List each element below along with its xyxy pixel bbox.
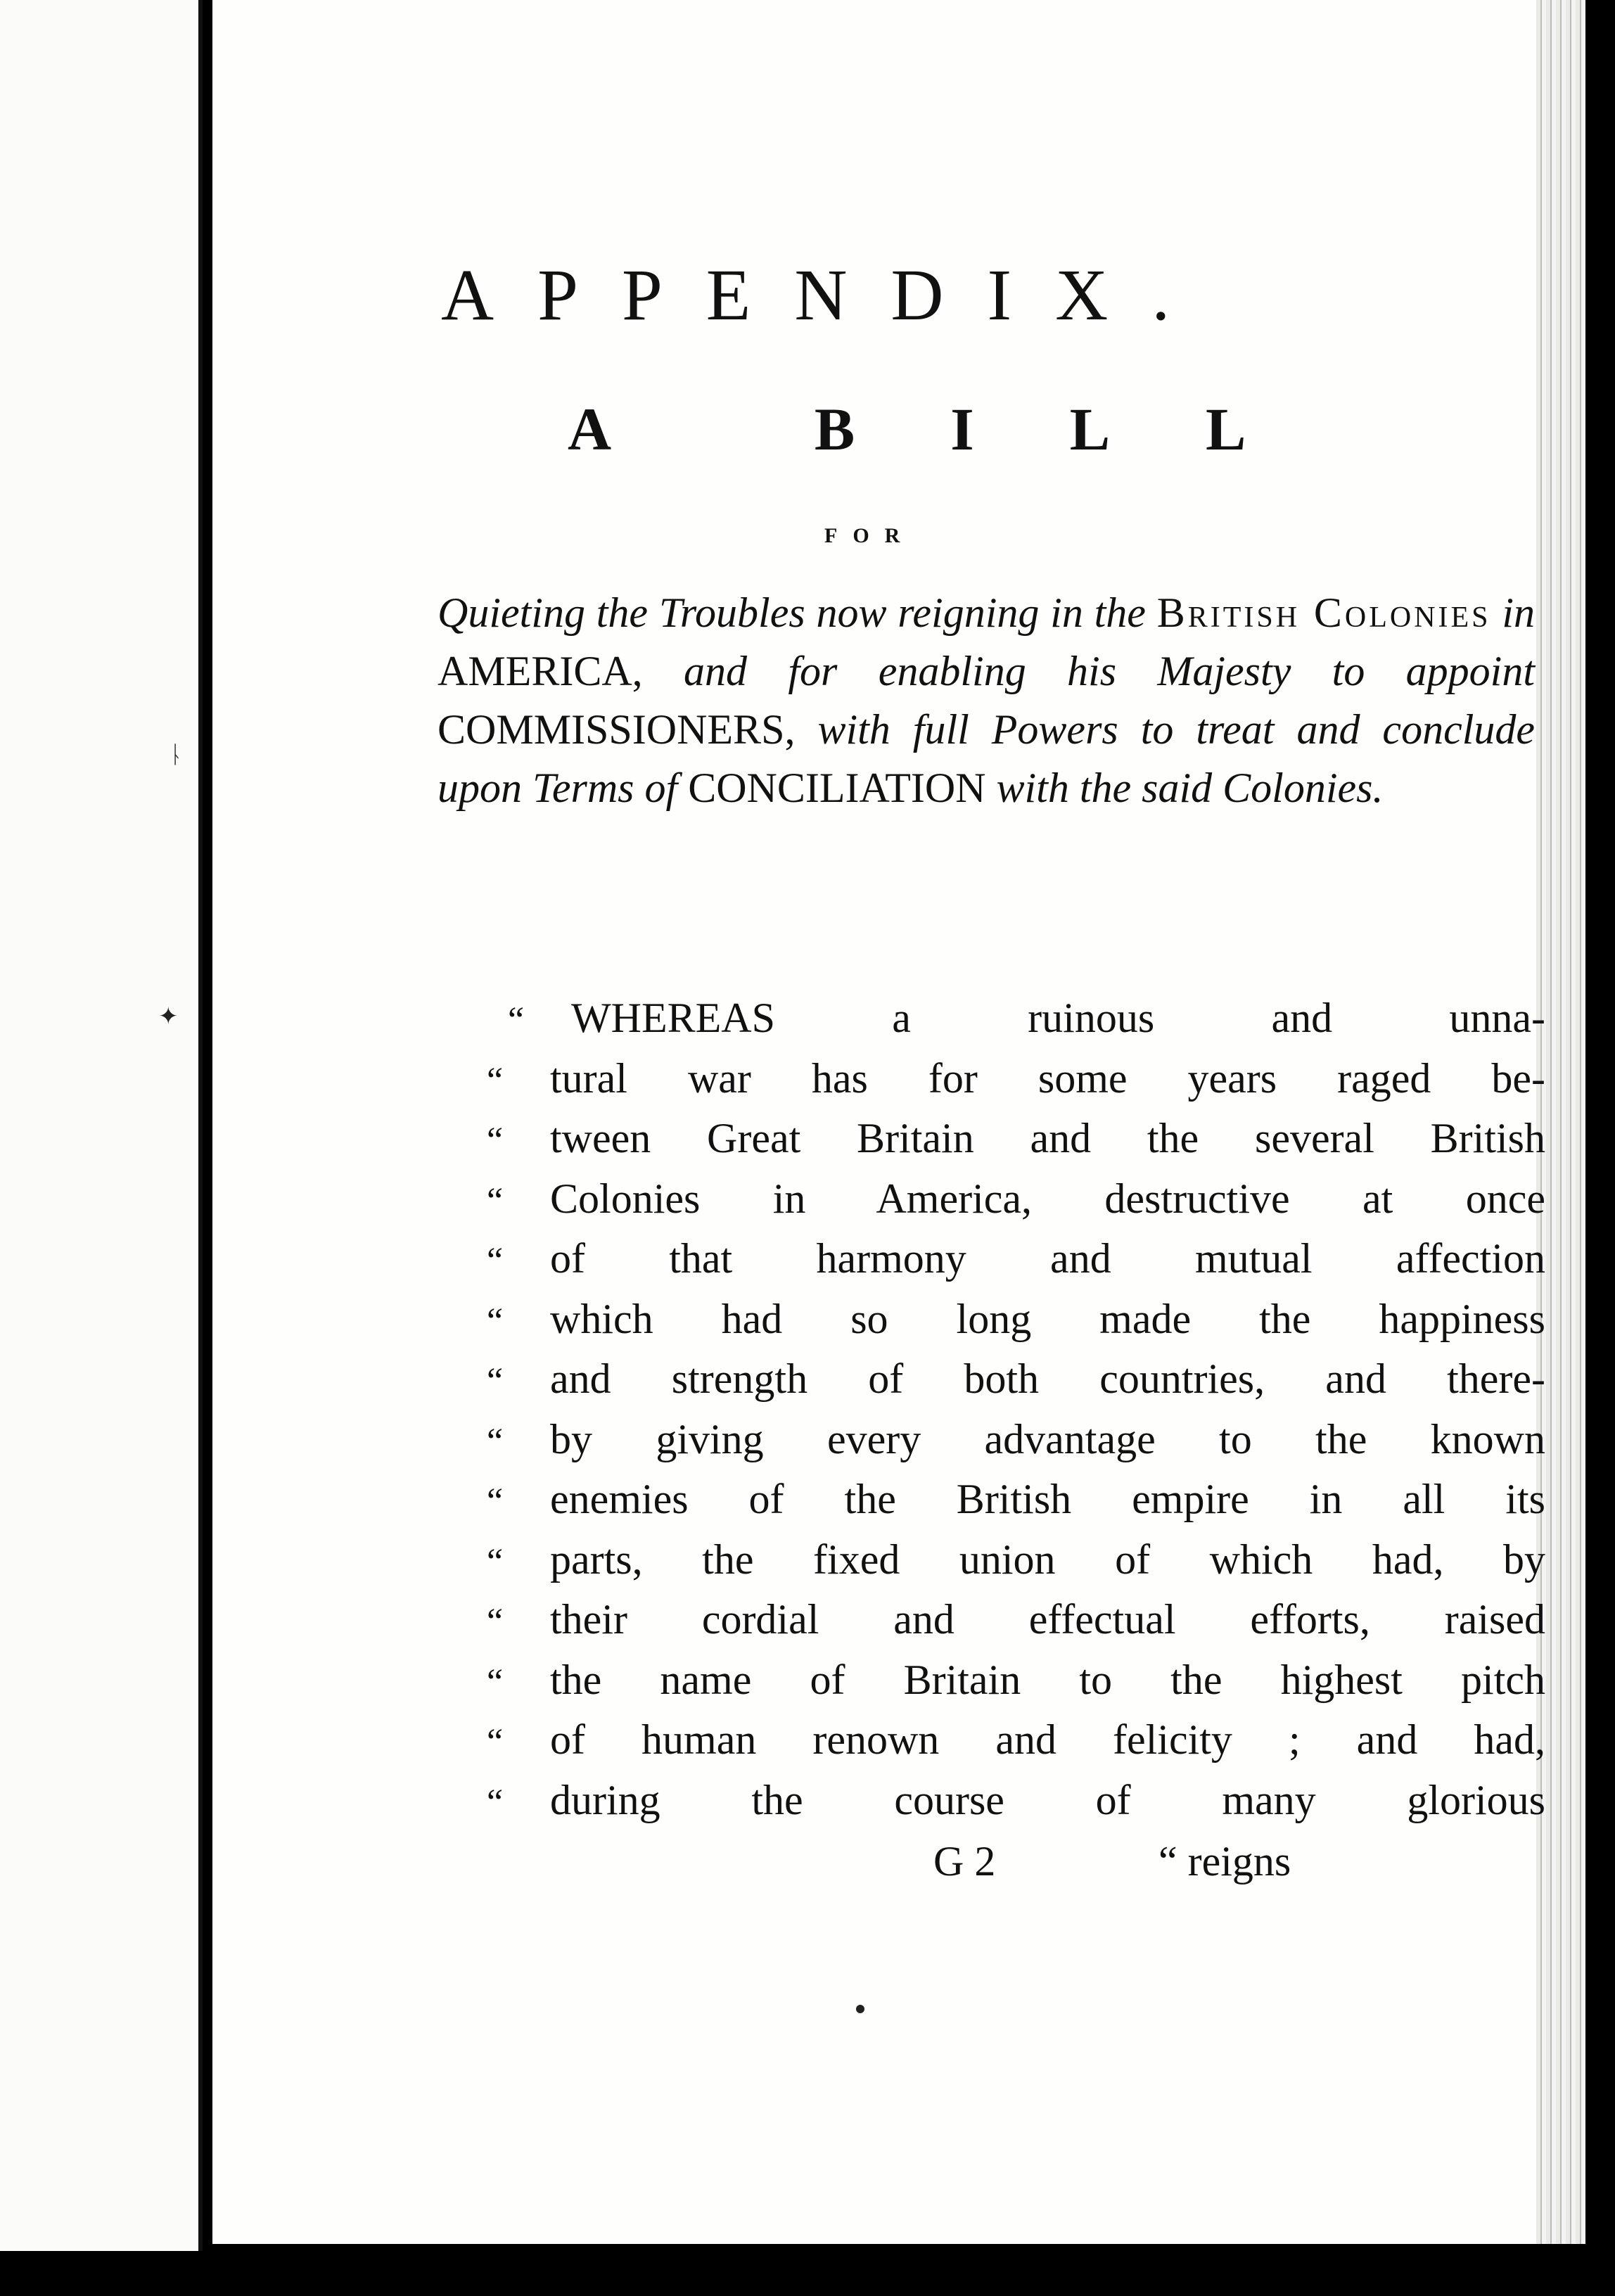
text-line [487,1169,1545,1230]
margin-mark: ᚿ [169,742,184,768]
ink-spot [856,2005,864,2013]
quote-mark: “ [508,1000,525,1040]
quote-mark: “ [487,1121,504,1161]
line-text: during the course of many glorious [550,1776,1545,1823]
body-text [487,988,1545,1830]
quote-mark: “ [487,1241,504,1281]
heading-text: British Colonies [1156,589,1491,636]
line-text: parts, the fixed union of which had, by [550,1536,1545,1583]
text-line [487,1289,1545,1350]
quote-mark: “ [487,1541,504,1582]
line-text: the name of Britain to the highest pitch [550,1656,1545,1703]
quote-mark: “ [487,1782,504,1823]
margin-mark: ✦ [158,1004,179,1030]
heading-text: CONCILIATION [688,765,986,811]
quote-mark: “ [487,1361,504,1401]
line-text: of human renown and felicity ; and had, [550,1716,1545,1763]
quote-mark: “ [487,1481,504,1522]
text-line [487,1530,1545,1590]
text-line [487,1771,1545,1831]
text-line [487,988,1545,1049]
quote-mark: “ [487,1602,504,1642]
text-line [487,1049,1545,1109]
for-word: FOR [824,524,916,547]
line-text: of that harmony and mutual affection [550,1235,1545,1282]
page-footer [212,1837,1585,1901]
line-text: tween Great Britain and the several British [550,1115,1545,1161]
heading-text: COMMISSIONERS, [438,706,796,753]
quote-mark: “ [487,1722,504,1762]
heading-text: Quieting the Troubles now reigning in the [438,589,1146,636]
heading-text: AMERICA, [438,648,643,694]
quote-mark: “ [487,1301,504,1341]
quote-mark: “ [487,1180,504,1221]
text-line [487,1469,1545,1530]
heading-text: with full Powers to treat and conclude upon Terms of [438,706,1535,811]
text-line [487,1349,1545,1410]
text-line [487,1229,1545,1289]
quote-mark: “ [487,1060,504,1101]
line-text: WHEREAS a ruinous and unna- [571,995,1545,1041]
text-line [487,1109,1545,1169]
line-text: and strength of both countries, and there- [550,1356,1545,1402]
text-line [487,1710,1545,1771]
text-line [487,1410,1545,1470]
quote-mark: “ [487,1421,504,1462]
heading-text: and for enabling his Majesty to appoint [684,648,1536,694]
page-subtitle: A BILL [568,395,1342,463]
previous-page-edge [0,0,203,2251]
line-text: their cordial and effectual efforts, raised [550,1596,1545,1643]
book-page [212,0,1585,2244]
text-line [487,1650,1545,1711]
signature-mark: G 2 [933,1838,996,1884]
line-text: which had so long made the happiness [550,1295,1545,1342]
quote-mark: “ [487,1662,504,1702]
line-text: enemies of the British empire in all its [550,1476,1545,1522]
text-line [487,1590,1545,1650]
page-title: APPENDIX. [441,255,1214,336]
heading-text: with the said Colonies. [996,765,1384,811]
line-text: Colonies in America, destructive at once [550,1175,1545,1222]
bill-heading [438,584,1535,817]
heading-text: in [1502,589,1536,636]
catchword: “ reigns [1158,1838,1291,1884]
line-text: by giving every advantage to the known [550,1415,1545,1462]
line-text: tural war has for some years raged be- [550,1054,1545,1102]
